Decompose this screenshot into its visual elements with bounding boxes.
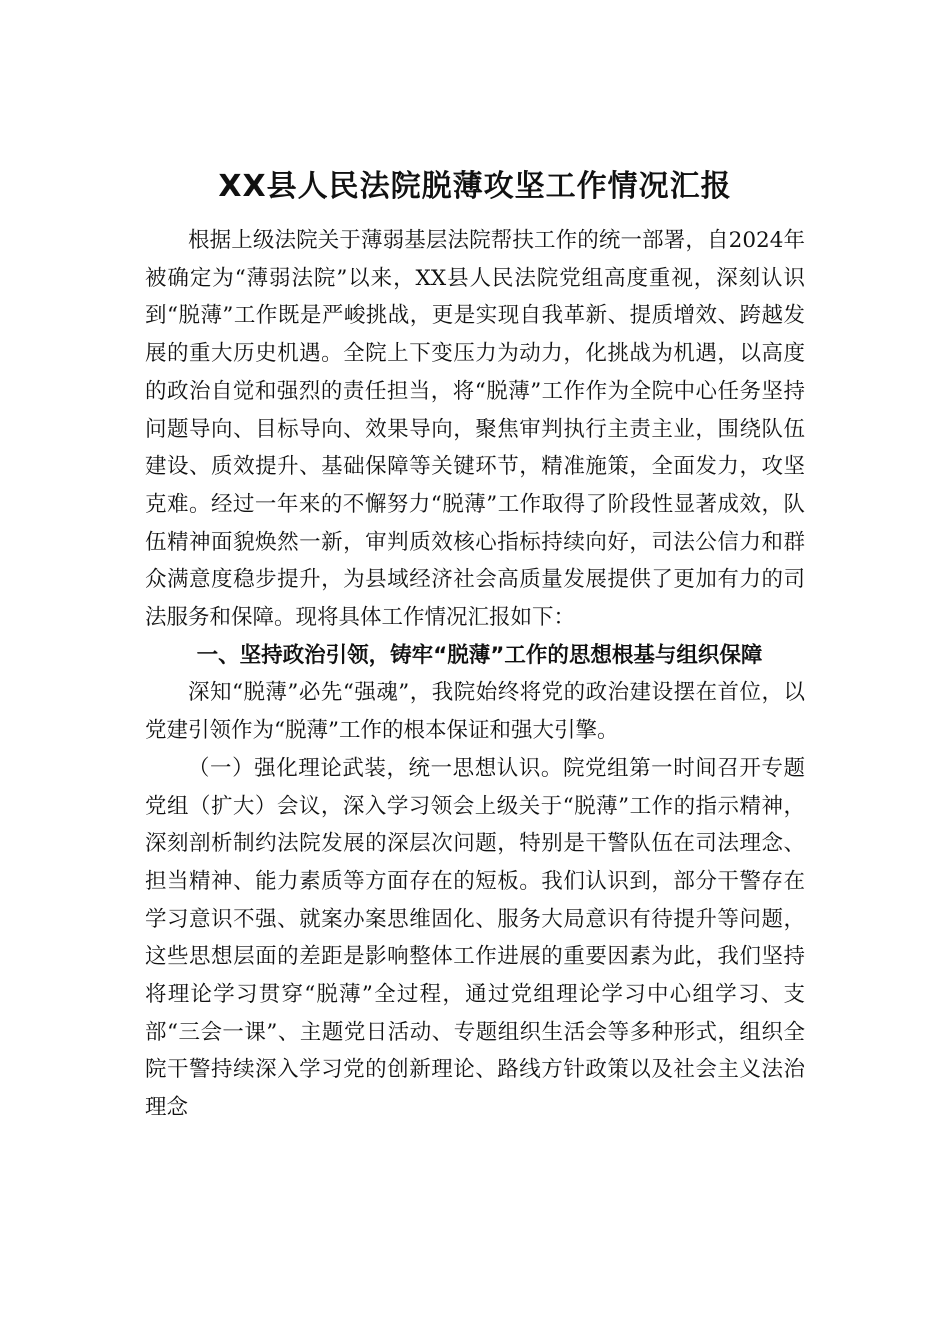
subsection-1-paragraph bbox=[145, 750, 805, 1127]
section-1-intro-paragraph: 深知“脱薄”必先“强魂”，我院始终将党的政治建设摆在首位，以党建引领作为“脱薄”工作的根本保证和强大引擎。 bbox=[145, 680, 805, 744]
subsection-1-lead: （一）强化理论武装，统一思想认识。 bbox=[188, 755, 563, 781]
document-title: XX县人民法院脱薄攻坚工作情况汇报 bbox=[218, 169, 732, 204]
section-1-heading: 一、坚持政治引领，铸牢“脱薄”工作的思想根基与组织保障 bbox=[196, 642, 763, 668]
intro-paragraph: 根据上级法院关于薄弱基层法院帮扶工作的统一部署，自2024年被确定为“薄弱法院”以来，XX县人民法院党组高度重视，深刻认识到“脱薄”工作既是严峻挑战，更是实现自我革新、提质增效、跨越发展的重大历史机遇。全院上下变压力为动力，化挑战为机遇，以高度的政治自觉和强烈的责任担当，将“脱薄”工作作为全院中心任务坚持问题导向、目标导向、效果导向，聚焦审判执行主责主业，围绕队伍建设、质效提升、基础保障等关键环节，精准施策，全面发力，攻坚克难。经过一年来的不懈努力“脱薄”工作取得了阶段性显著成效，队伍精神面貌焕然一新，审判质效核心指标持续向好，司法公信力和群众满意度稳步提升，为县域经济社会高质量发展提供了更加有力的司法服务和保障。现将具体工作情况汇报如下： bbox=[145, 228, 805, 631]
subsection-1-body: 院党组第一时间召开专题党组（扩大）会议，深入学习领会上级关于“脱薄”工作的指示精神，深刻剖析制约法院发展的深层次问题，特别是干警队伍在司法理念、担当精神、能力素质等方面存在的短板。我们认识到，部分干警存在学习意识不强、就案办案思维固化、服务大局意识有待提升等问题，这些思想层面的差距是影响整体工作进展的重要因素为此，我们坚持将理论学习贯穿“脱薄”全过程，通过党组理论学习中心组学习、支部“三会一课”、主题党日活动、专题组织生活会等多种形式，组织全院干警持续深入学习党的创新理论、路线方针政策以及社会主义法治理念 bbox=[145, 755, 805, 1121]
document-body bbox=[145, 222, 805, 1127]
